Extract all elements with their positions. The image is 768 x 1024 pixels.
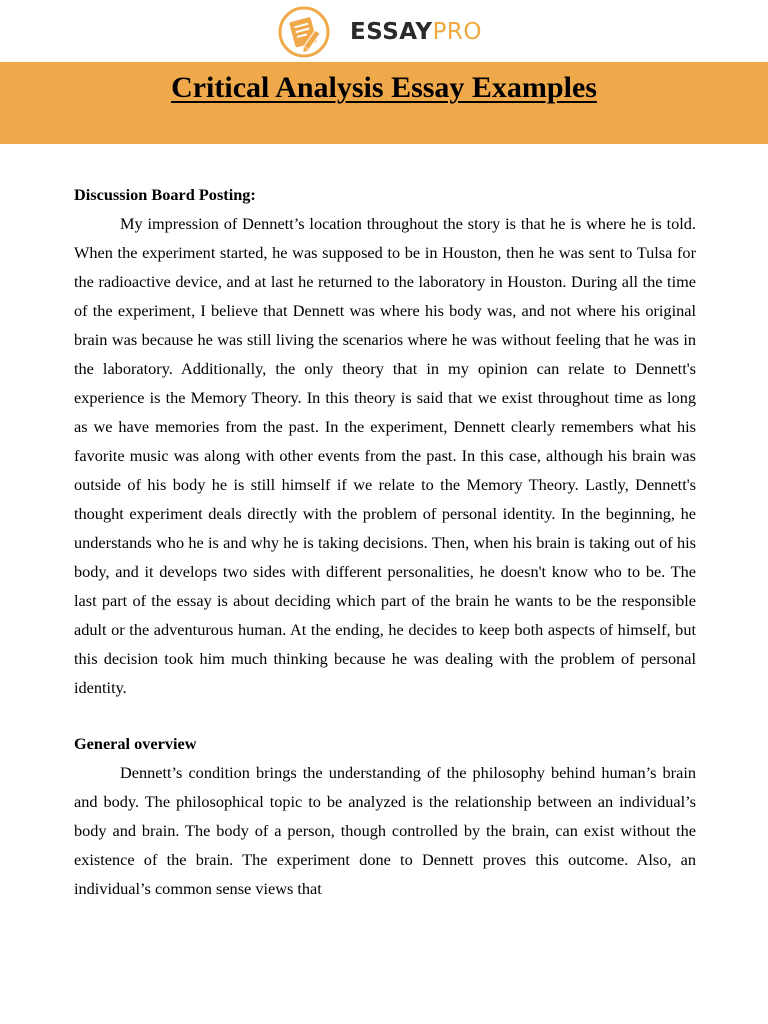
section-body-overview: Dennett’s condition brings the understanding of the philosophy behind human’s brain and body. The philosophical topic to be analyzed is the relationship between an individual’s body and brain. The body of a person, though controlled by the brain, can exist without the existence of the brain. The experiment done to Dennett proves this outcome. Also, an individual’s common sense views that [74,763,696,898]
section-heading-discussion: Discussion Board Posting: [74,185,256,204]
brand-name [350,18,482,46]
section-heading-overview: General overview [74,734,197,753]
title-banner [0,62,768,144]
essaypro-logo-icon [278,6,330,58]
section-body-discussion: My impression of Dennett’s location throughout the story is that he is where he is told. When the experiment started, he was supposed to be in Houston, then he was sent to Tulsa for the radioactive device, and at last he returned to the laboratory in Houston. During all the time of the experiment, I believe that Dennett was where his body was, and not where his original brain was because he was still living the scenarios where he was without feeling that he was in the laboratory. Additionally, the only theory that in my opinion can relate to Dennett's experience is the Memory Theory. In this theory is said that we exist throughout time as long as we have memories from the past. In the experiment, Dennett clearly remembers what his favorite music was along with other events from the past. In this case, although his brain was outside of his body he is still himself if we relate to the Memory Theory. Lastly, Dennett's thought experiment deals directly with the problem of personal identity. In the beginning, he understands who he is and why he is taking decisions. Then, when his brain is taking out of his body, and it develops two sides with different personalities, he doesn't know who to be. The last part of the essay is about deciding which part of the brain he wants to be the responsible adult or the adventurous human. At the ending, he decides to keep both aspects of himself, but this decision took him much thinking because he was dealing with the problem of personal identity. [74,214,696,697]
brand-name-part2: PRO [432,19,483,45]
page-title: Critical Analysis Essay Examples [171,71,597,104]
logo-header [0,0,768,62]
section-gap [74,702,696,729]
brand-name-part1: ESSAY [350,19,433,45]
essay-content [74,180,696,903]
